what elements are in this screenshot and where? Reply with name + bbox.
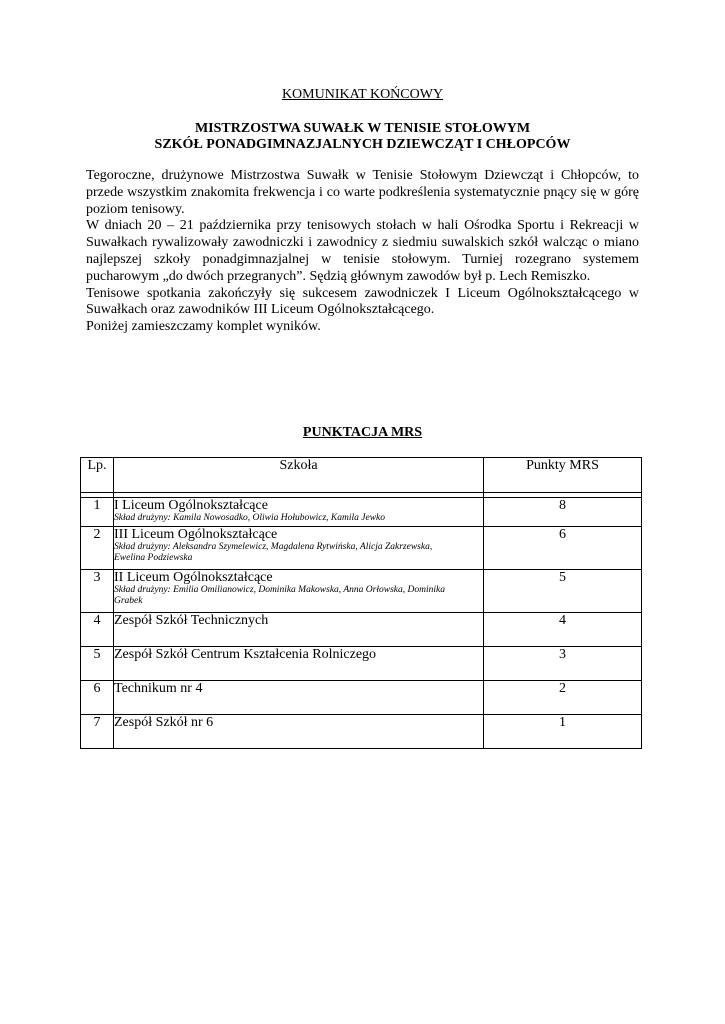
paragraph: W dniach 20 – 21 października przy tenisowych stołach w hali Ośrodka Sportu i Rekreacji w Suwałkach rywalizowały zawodniczki i zawodnicy z siedmiu suwalskich szkół walcząc o miano najlepszej szkoły ponadgimnazjalnej w tenisie stołowym. Turniej rozegrano systemem pucharowym „do dwóch przegranych”. Sędzią głównym zawodów był p. Lech Remiszko. bbox=[86, 218, 639, 284]
row-points: 2 bbox=[484, 681, 642, 715]
school-name: I Liceum Ogólnokształcące bbox=[114, 498, 268, 513]
table-row bbox=[81, 715, 642, 749]
header-school: Szkoła bbox=[114, 458, 484, 493]
row-points: 6 bbox=[484, 527, 642, 570]
row-points: 3 bbox=[484, 647, 642, 681]
team-roster: Skład drużyny: Aleksandra Szymelewicz, Magdalena Rytwińska, Alicja Zakrzewska, Ewelina Podziewska bbox=[114, 542, 433, 563]
row-lp: 6 bbox=[81, 681, 114, 715]
paragraph: Tegoroczne, drużynowe Mistrzostwa Suwałk w Tenisie Stołowym Dziewcząt i Chłopców, to przede wszystkim znakomita frekwencja i co warte podkreślenia systematycznie pnący się w górę poziom tenisowy. bbox=[86, 168, 639, 217]
table-row bbox=[81, 613, 642, 647]
table-row bbox=[81, 647, 642, 681]
row-lp: 1 bbox=[81, 498, 114, 527]
row-school bbox=[114, 498, 484, 527]
paragraph: Poniżej zamieszczamy komplet wyników. bbox=[86, 319, 321, 335]
row-school bbox=[114, 527, 484, 570]
school-name: III Liceum Ogólnokształcące bbox=[114, 527, 278, 542]
table-header-row bbox=[81, 458, 642, 493]
row-points: 8 bbox=[484, 498, 642, 527]
row-school bbox=[114, 681, 484, 715]
row-school bbox=[114, 570, 484, 613]
header-points: Punkty MRS bbox=[484, 458, 642, 493]
table-row bbox=[81, 498, 642, 527]
school-name: II Liceum Ogólnokształcące bbox=[114, 570, 273, 585]
results-table bbox=[80, 457, 642, 749]
title-line-2: SZKÓŁ PONADGIMNAZJALNYCH DZIEWCZĄT I CHŁOPCÓW bbox=[154, 137, 571, 152]
row-lp: 5 bbox=[81, 647, 114, 681]
row-lp: 3 bbox=[81, 570, 114, 613]
komunikat-heading: KOMUNIKAT KOŃCOWY bbox=[281, 87, 444, 102]
row-lp: 7 bbox=[81, 715, 114, 749]
row-points: 4 bbox=[484, 613, 642, 647]
school-name: Technikum nr 4 bbox=[114, 681, 203, 696]
team-roster: Skład drużyny: Emilia Omilianowicz, Dominika Makowska, Anna Orłowska, Dominika Grabek bbox=[114, 585, 445, 606]
team-roster: Skład drużyny: Kamila Nowosadko, Oliwia Hołubowicz, Kamila Jewko bbox=[114, 513, 386, 523]
school-name: Zespół Szkół Technicznych bbox=[114, 613, 269, 628]
document-title bbox=[0, 121, 725, 153]
row-school bbox=[114, 647, 484, 681]
row-school bbox=[114, 715, 484, 749]
row-points: 5 bbox=[484, 570, 642, 613]
school-name: Zespół Szkół nr 6 bbox=[114, 715, 214, 730]
row-school bbox=[114, 613, 484, 647]
row-lp: 2 bbox=[81, 527, 114, 570]
school-name: Zespół Szkół Centrum Kształcenia Rolniczego bbox=[114, 647, 377, 662]
row-lp: 4 bbox=[81, 613, 114, 647]
paragraph: Tenisowe spotkania zakończyły się sukcesem zawodniczek I Liceum Ogólnokształcącego w Suwałkach oraz zawodników III Liceum Ogólnokształcącego. bbox=[86, 285, 639, 318]
table-row bbox=[81, 527, 642, 570]
punktacja-heading: PUNKTACJA MRS bbox=[302, 425, 423, 440]
header-lp: Lp. bbox=[81, 458, 114, 493]
title-line-1: MISTRZOSTWA SUWAŁK W TENISIE STOŁOWYM bbox=[194, 121, 531, 136]
table-row bbox=[81, 570, 642, 613]
body-text bbox=[86, 168, 639, 336]
table-row bbox=[81, 681, 642, 715]
row-points: 1 bbox=[484, 715, 642, 749]
